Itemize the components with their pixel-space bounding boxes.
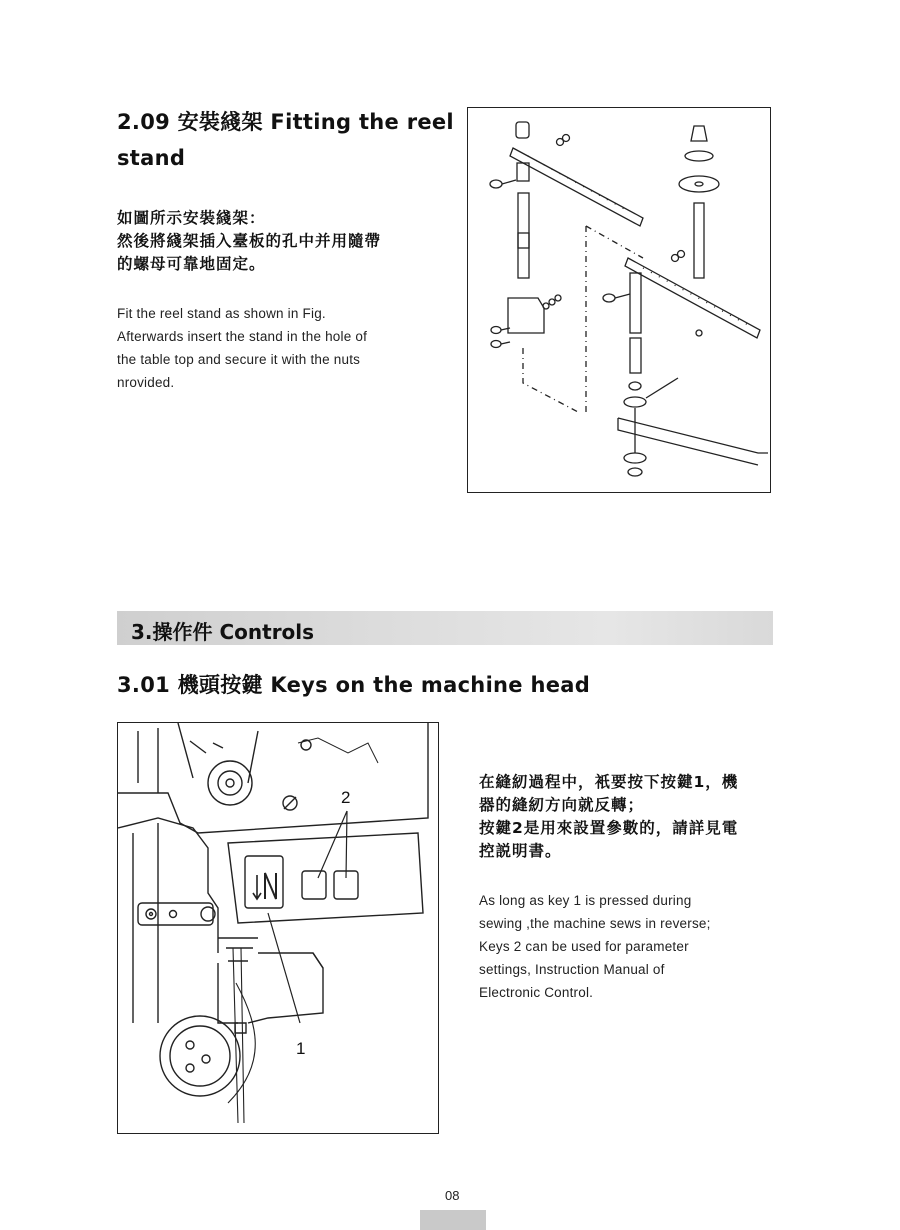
cn-line: 按鍵2是用來設置參數的，請詳見電 <box>479 819 739 837</box>
washer-icon <box>624 397 646 407</box>
washer-icon <box>624 453 646 463</box>
needle-n-icon <box>265 873 276 899</box>
en-line: Keys 2 can be used for parameter <box>479 939 689 954</box>
keys-chinese-text <box>479 771 779 863</box>
cn-line: 然後將綫架插入臺板的孔中并用隨帶 <box>117 232 382 250</box>
cn-line: 的螺母可靠地固定。 <box>117 255 266 273</box>
machine-body-outline <box>118 723 428 833</box>
en-line: Afterwards insert the stand in the hole of <box>117 329 368 344</box>
en-line: Electronic Control. <box>479 985 594 1000</box>
left-rod-upper <box>518 193 529 248</box>
reel-disc <box>685 151 713 161</box>
machine-head-drawing <box>118 723 438 1133</box>
section-3-title: 3.操作件 Controls <box>131 620 315 644</box>
reel-disc <box>679 176 719 192</box>
en-line: Fit the reel stand as shown in Fig. <box>117 306 326 321</box>
right-reel-arm <box>625 258 760 338</box>
presser-wheel <box>160 1016 240 1096</box>
heading-2-09-line2: stand <box>117 146 186 170</box>
page-number: 08 <box>445 1188 460 1203</box>
callout-line-2 <box>318 811 347 878</box>
cn-line: 如圖所示安裝綫架： <box>117 209 266 227</box>
keys-english-text <box>479 889 779 1004</box>
callout-line-1 <box>268 913 300 1023</box>
screw-icon <box>146 909 156 919</box>
down-arrow-icon <box>253 875 261 899</box>
heading-2-09-line1: 2.09 安裝綫架 Fitting the reel <box>117 110 454 134</box>
reel-stand-drawing <box>468 108 770 492</box>
center-rod <box>630 273 641 333</box>
callout-label-2: 2 <box>341 788 351 807</box>
reel-stand-chinese-text <box>117 207 437 276</box>
reel-stand-english-text <box>117 302 437 394</box>
left-bracket <box>508 298 544 333</box>
parameter-key-2a <box>302 871 326 899</box>
section-3-band <box>117 611 773 645</box>
en-line: the table top and secure it with the nuts <box>117 352 361 367</box>
left-rod-lower <box>518 233 529 278</box>
en-line: nrovided. <box>117 375 175 390</box>
en-line: As long as key 1 is pressed during <box>479 893 692 908</box>
left-cap <box>516 122 529 138</box>
reel-stand-figure <box>467 107 771 493</box>
nut-icon <box>628 468 642 476</box>
center-rod-lower <box>630 338 641 373</box>
left-reel-arm <box>510 148 643 226</box>
screw-icon <box>490 180 502 188</box>
cn-line: 在縫紉過程中，衹要按下按鍵1，機 <box>479 773 739 791</box>
screw-icon <box>603 294 615 302</box>
en-line: sewing ,the machine sews in reverse; <box>479 916 711 931</box>
cn-line: 控説明書。 <box>479 842 562 860</box>
nut-icon <box>629 382 641 390</box>
right-cone-cap <box>691 126 707 141</box>
machine-head-figure <box>117 722 439 1134</box>
callout-label-1: 1 <box>296 1039 306 1058</box>
page-footer-bar <box>420 1210 486 1230</box>
cn-line: 器的縫紉方向就反轉； <box>479 796 645 814</box>
handwheel-gear <box>208 761 252 805</box>
right-rod <box>694 203 704 278</box>
heading-3-01: 3.01 機頭按鍵 Keys on the machine head <box>117 673 591 697</box>
en-line: settings, Instruction Manual of <box>479 962 665 977</box>
